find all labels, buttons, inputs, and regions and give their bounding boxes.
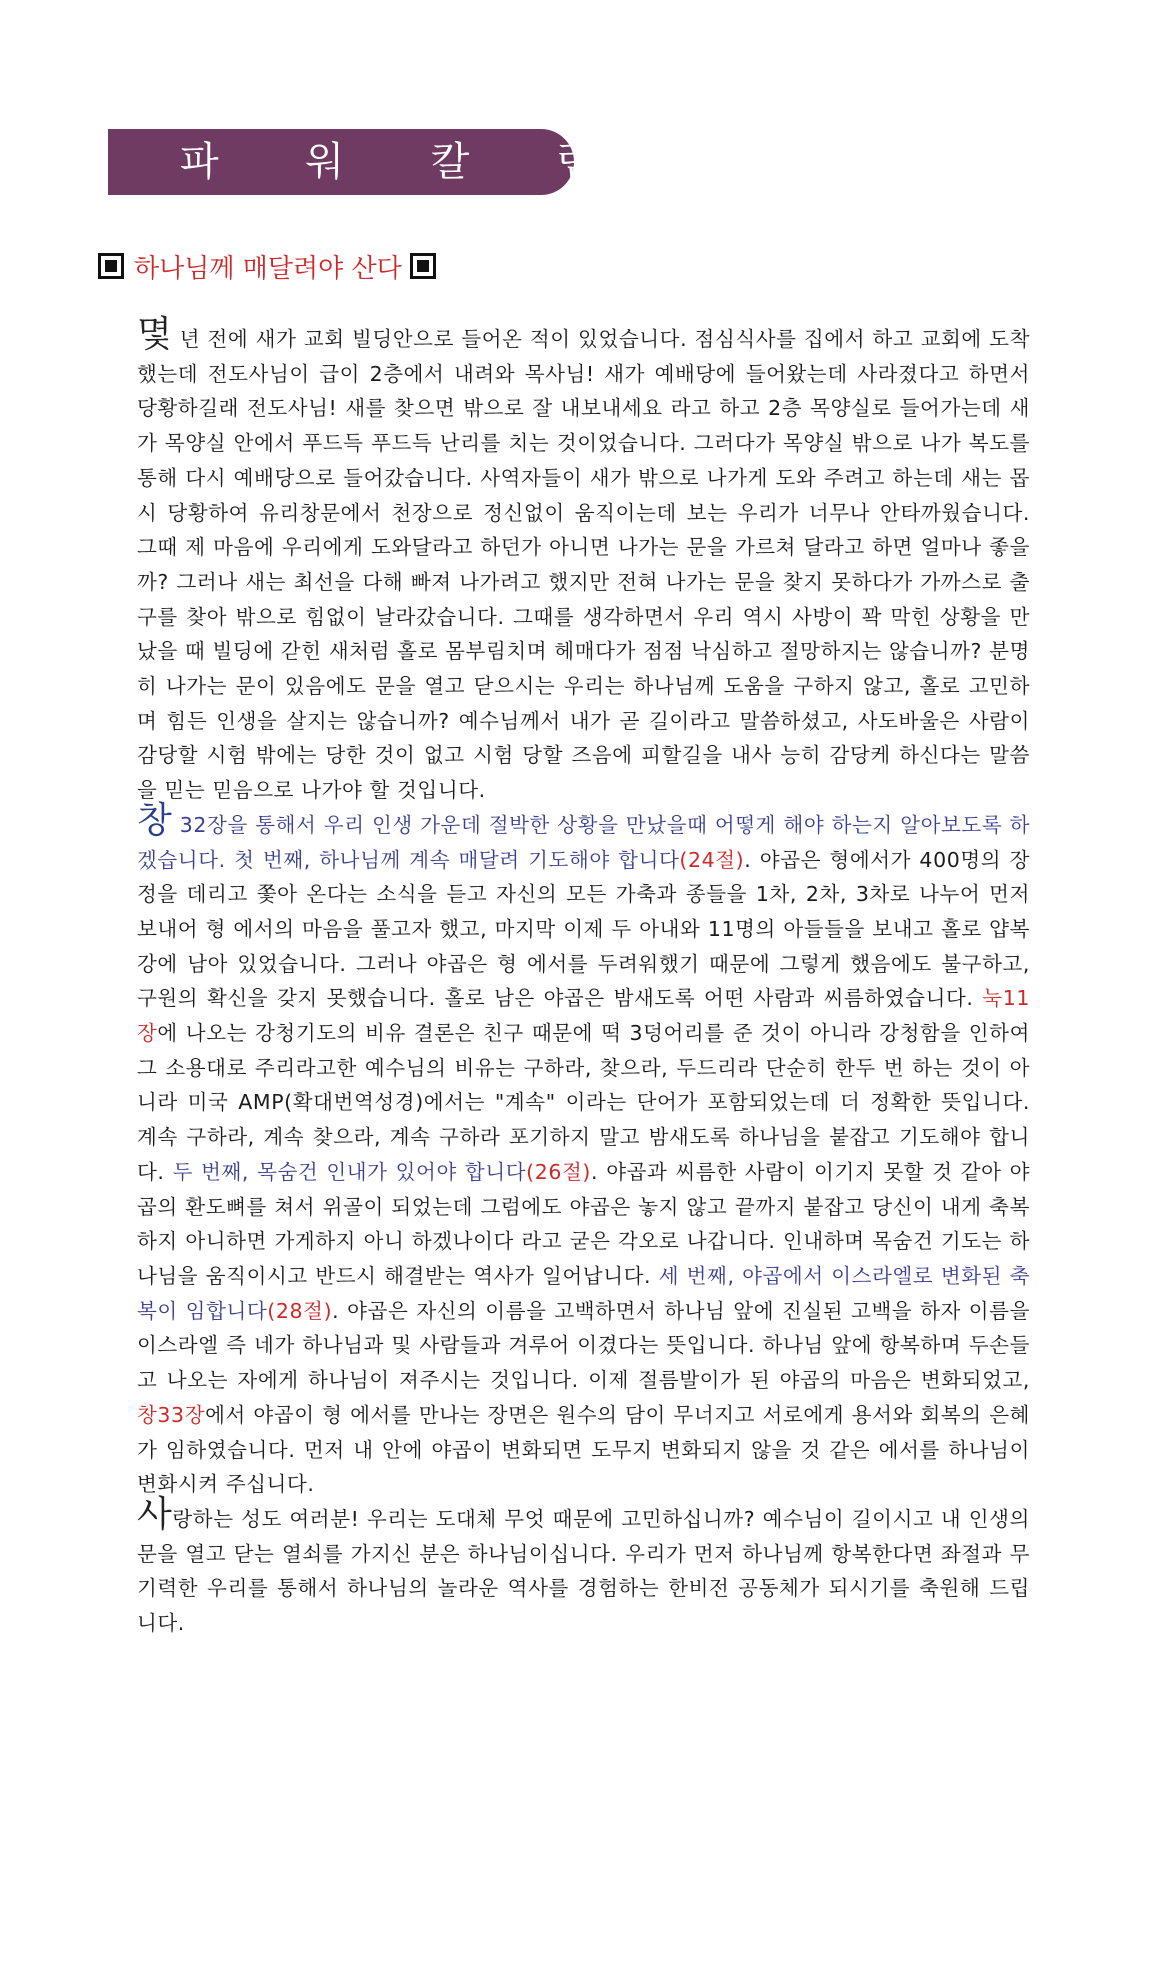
paragraph-text: . 야곱은 형에서가 400명의 장정을 데리고 쫓아 온다는 소식을 듣고 자신의 모든 가축과 종들을 1차, 2차, 3차로 나누어 먼저 보내어 형 에서의 마음을 풀고자 했고, 마지막 이제 두 아내와 11명의 아들들을 보내고 홀로 얍복강에 남아 있었습니다. 그러나 야곱은 형 에서를 두려워했기 때문에 그렇게 했음에도 불구하고, 구원의 확신을 갖지 못했습니다. 홀로 남은 야곱은 밤새도록 어떤 사람과 씨름하였습니다.: [137, 847, 1030, 1011]
drop-cap: 사: [137, 1493, 173, 1535]
paragraph-main: [137, 799, 1030, 1502]
paragraph-text: 에 나오는 강청기도의 비유 결론은 친구 때문에 떡 3덩어리를 준 것이 아니라 강청함을 인하여 그 소용대로 주리라고한 예수님의 비유는 구하라, 찾으라, 두드리라 단순히 한두 번 하는 것이 아니라 미국 AMP(확대번역성경)에서는 "계속" 이라는 단어가 포함되었는데 더 정확한 뜻입니다. 계속 구하라, 계속 찾으라, 계속 구하라 포기하지 말고 밤새도록 하나님을 붙잡고 기도해야 합니다.: [137, 1021, 1030, 1184]
paragraph-text: . 야곱과 씨름한 사람이 이기지 못할 것 같아 야곱의 환도뼈를 쳐서 위골이 되었는데 그럼에도 야곱은 놓지 않고 끝까지 붙잡고 당신이 내게 축복하지 아니하면 가게하지 아니 하겠나이다 라고 굳은 각오로 나갑니다. 인내하며 목숨건 기도는 하나님을 움직이시고 반드시 해결받는 역사가 일어납니다.: [137, 1159, 1030, 1288]
highlight-point-one: 32장을 통해서 우리 인생 가운데 절박한 상황을 만났을때 어떻게 해야 하는지 알아보도록 하겠습니다. 첫 번째, 하나님께 계속 매달려 기도해야 합니다: [137, 812, 1030, 872]
column-banner: [108, 129, 632, 195]
verse-ref: (24절): [679, 847, 745, 872]
paragraph-intro: [137, 314, 1030, 808]
paragraph-text: 년 전에 새가 교회 빌딩안으로 들어온 적이 있었습니다. 점심식사를 집에서 하고 교회에 도착했는데 전도사님이 급이 2층에서 내려와 목사님! 새가 예배당에 들어왔는데 사라졌다고 하면서 당황하길래 전도사님! 새를 찾으면 밖으로 잘 내보내세요 라고 하고 2층 목양실로 들어가는데 새가 목양실 안에서 푸드득 푸드득 난리를 치는 것이었습니다. 그러다가 목양실 밖으로 나가 복도를 통해 다시 예배당으로 들어갔습니다. 사역자들이 새가 밖으로 나가게 도와 주려고 하는데 새는 몹시 당황하여 유리창문에서 천장으로 정신없이 움직이는데 보는 우리가 너무나 안타까웠습니다. 그때 제 마음에 우리에게 도와달라고 하던가 아니면 나가는 문을 가르쳐 달라고 하면 얼마나 좋을까? 그러나 새는 최선을 다해 빠져 나가려고 했지만 전혀 나가는 문을 찾지 못하다가 가까스로 출구를 찾아 밖으로 힘없이 날라갔습니다. 그때를 생각하면서 우리 역시 사방이 꽉 막힌 상황을 만났을 때 빌딩에 갇힌 새처럼 홀로 몸부림치며 헤매다가 점점 낙심하고 절망하지는 않습니까? 분명히 나가는 문이 있음에도 문을 열고 닫으시는 우리는 하나님께 도움을 구하지 않고, 홀로 고민하며 힘든 인생을 살지는 않습니까? 예수님께서 내가 곧 길이라고 말씀하셨고, 사도바울은 사람이 감당할 시험 밖에는 당한 것이 없고 시험 당할 즈음에 피할길을 내사 능히 감당케 하신다는 말씀을 믿는 믿음으로 나가야 할 것입니다.: [137, 327, 1030, 803]
verse-ref: 눅11장: [137, 986, 1030, 1046]
subtitle-text: 하나님께 매달려야 산다: [134, 253, 402, 284]
verse-ref: 창33장: [137, 1402, 206, 1427]
drop-cap: 창: [137, 799, 173, 841]
highlight-point-three: 세 번째, 야곱에서 이스라엘로 변화된 축복이 임합니다: [137, 1263, 1030, 1323]
article-body: [137, 314, 1030, 1641]
square-bullet-icon: [98, 253, 124, 279]
verse-ref: (28절): [267, 1298, 333, 1323]
paragraph-closing: [137, 1493, 1030, 1641]
banner-title: 파 워 칼 럼: [180, 139, 632, 185]
verse-ref: (26절): [526, 1159, 592, 1184]
highlight-point-two: 두 번째, 목숨건 인내가 있어야 합니다: [172, 1159, 527, 1184]
square-bullet-icon: [410, 253, 436, 279]
paragraph-text: 랑하는 성도 여러분! 우리는 도대체 무엇 때문에 고민하십니까? 예수님이 길이시고 내 인생의 문을 열고 닫는 열쇠를 가지신 분은 하나님이십니다. 우리가 먼저 하나님께 항복한다면 좌절과 무기력한 우리를 통해서 하나님의 놀라운 역사를 경험하는 한비전 공동체가 되시기를 축원해 드립니다.: [137, 1506, 1030, 1636]
paragraph-text: 에서 야곱이 형 에서를 만나는 장면은 원수의 담이 무너지고 서로에게 용서와 회복의 은혜가 임하였습니다. 먼저 내 안에 야곱이 변화되면 도무지 변화되지 않을 것 같은 에서를 하나님이 변화시켜 주십니다.: [137, 1402, 1030, 1497]
article-subtitle: [98, 248, 436, 284]
paragraph-text: . 야곱은 자신의 이름을 고백하면서 하나님 앞에 진실된 고백을 하자 이름을 이스라엘 즉 네가 하나님과 및 사람들과 겨루어 이겼다는 뜻입니다. 하나님 앞에 항복하며 두손들고 나오는 자에게 하나님이 져주시는 것입니다. 이제 절름발이가 된 야곱의 마음은 변화되었고,: [137, 1298, 1030, 1393]
drop-cap: 몇: [137, 314, 173, 355]
